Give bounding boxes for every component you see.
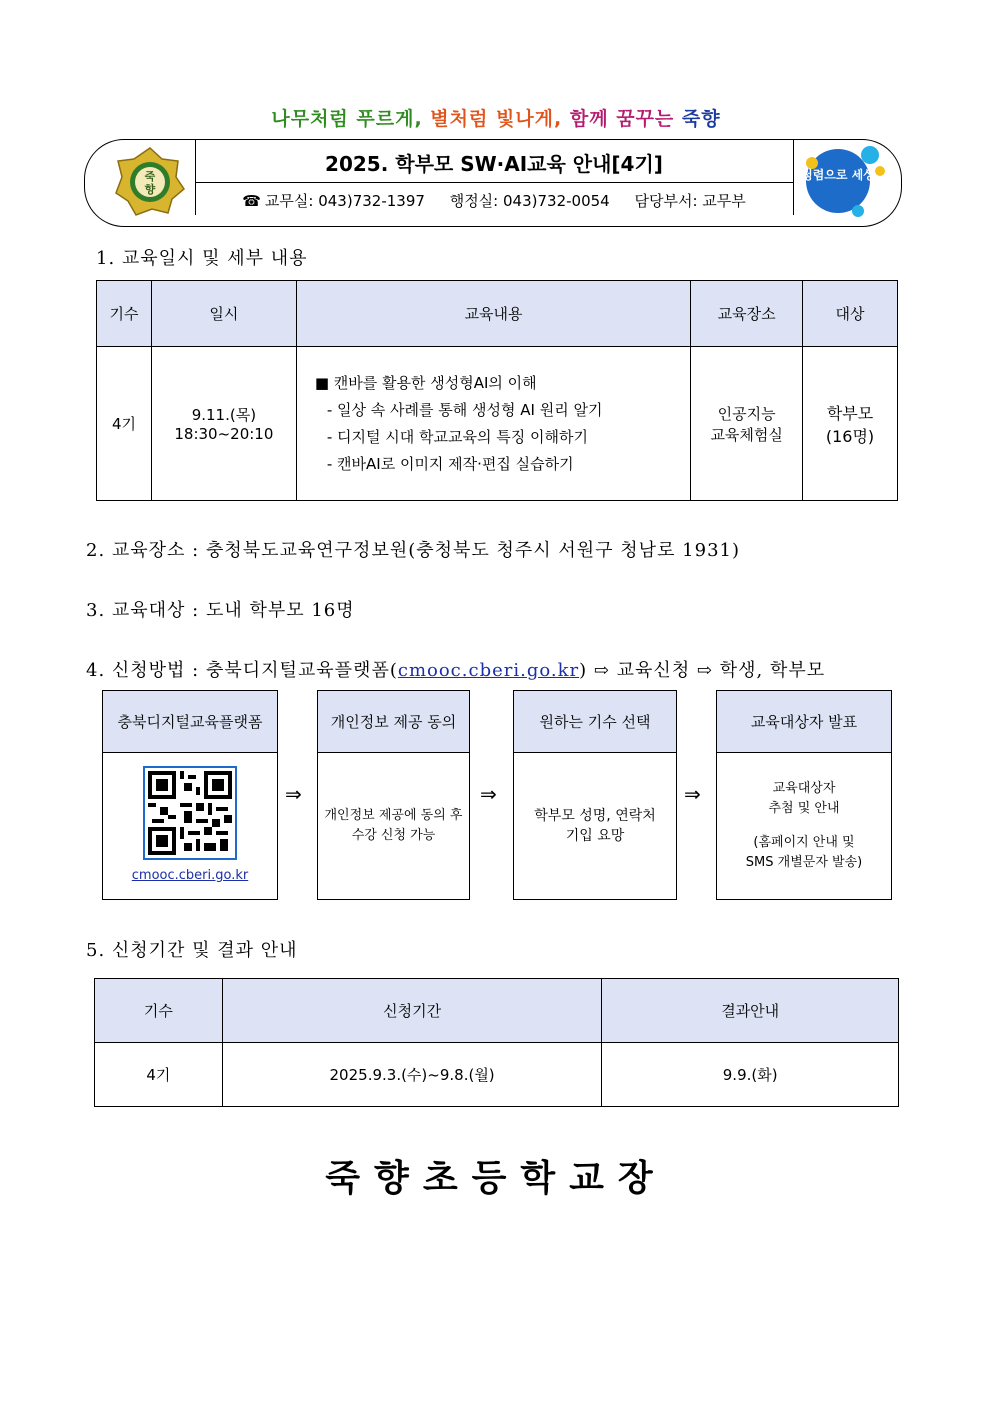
col-header-target: 대상 (803, 281, 898, 347)
cell-period: 2025.9.3.(수)~9.8.(월) (222, 1043, 602, 1107)
flow-step-announce (716, 690, 892, 900)
col-header-term: 기수 (95, 979, 223, 1043)
col-header-place: 교육장소 (691, 281, 803, 347)
flow-step-line: 기입 요망 (565, 828, 625, 844)
content-item: - 캔바AI로 이미지 제작·편집 실습하기 (326, 454, 574, 473)
qr-link[interactable]: cmooc.cberi.go.kr (131, 868, 249, 883)
content-title: ■ 캔바를 활용한 생성형AI의 이해 (314, 373, 537, 392)
section-4-prefix: 4. 신청방법 : 충북디지털교육플랫폼( (86, 660, 398, 681)
table-row (97, 347, 898, 501)
flow-step-body (103, 753, 277, 899)
col-header-period: 신청기간 (222, 979, 602, 1043)
slogan-part-3: 함께 꿈꾸는 (569, 108, 675, 130)
slogan-part-1: 나무처럼 푸르게, (271, 108, 423, 130)
platform-link[interactable]: cmooc.cberi.go.kr (397, 660, 580, 681)
integrity-logo (798, 141, 888, 221)
emblem-text-1: 죽 (144, 170, 156, 183)
col-header-term: 기수 (97, 281, 152, 347)
flow-step-select (513, 690, 677, 900)
section-2-heading: 2. 교육장소 : 충청북도교육연구정보원(충청북도 청주시 서원구 청남로 1931) (86, 540, 741, 561)
cell-result: 9.9.(화) (602, 1043, 899, 1107)
department: 담당부서: 교무부 (634, 192, 746, 210)
col-header-content: 교육내용 (296, 281, 690, 347)
flow-step-consent (317, 690, 470, 900)
place-line-1: 인공지능 (717, 404, 776, 423)
table-row (95, 1043, 899, 1107)
cell-date: 9.11.(목) (191, 406, 257, 424)
header-inner-divider (196, 182, 793, 183)
col-header-result: 결과안내 (602, 979, 899, 1043)
cell-content (296, 347, 690, 501)
section-5-heading: 5. 신청기간 및 결과 안내 (86, 940, 298, 961)
section-3-heading: 3. 교육대상 : 도내 학부모 16명 (86, 600, 355, 621)
flow-step-title: 충북디지털교육플랫폼 (103, 691, 277, 753)
qr-code-icon[interactable] (143, 766, 237, 860)
contact-info (196, 190, 792, 211)
slogan-part-4: 죽향 (681, 108, 721, 130)
cell-place (691, 347, 803, 501)
target-line-2: (16명) (825, 426, 875, 446)
office-phone: 교무실: 043)732-1397 (264, 192, 425, 210)
section-4-suffix: ) ⇨ 교육신청 ⇨ 학생, 학부모 (579, 660, 826, 681)
page-title: 2025. 학부모 SW·AI교육 안내[4기] (325, 152, 663, 176)
section-4-heading (86, 656, 825, 682)
cell-term: 4기 (95, 1043, 223, 1107)
integrity-logo-text: 청렴으로 세상 (801, 168, 875, 182)
application-table (94, 978, 899, 1107)
flow-step-line: 개인정보 제공에 동의 후 (324, 808, 463, 823)
signature: 죽향초등학교장 (325, 1157, 667, 1199)
table-header-row (97, 281, 898, 347)
slogan (0, 104, 992, 131)
flow-step-line: 교육대상자 (772, 781, 836, 796)
flow-step-title: 원하는 기수 선택 (514, 691, 676, 753)
flow-step-title: 개인정보 제공 동의 (318, 691, 469, 753)
emblem-text-2: 향 (144, 183, 156, 196)
place-line-2: 교육체험실 (710, 425, 783, 444)
content-item: - 디지털 시대 학교교육의 특징 이해하기 (326, 427, 588, 446)
header-divider-right (793, 139, 794, 215)
phone-icon: ☎ (242, 192, 261, 210)
flow-step-body (514, 753, 676, 899)
school-emblem-logo (114, 145, 186, 217)
slogan-part-2: 별처럼 빛나게, (430, 108, 563, 130)
flow-step-body (318, 753, 469, 899)
section-1-heading: 1. 교육일시 및 세부 내용 (96, 248, 308, 269)
cell-target (803, 347, 898, 501)
flow-step-platform (102, 690, 278, 900)
flow-arrow-1: ⇒ (285, 782, 302, 806)
flow-step-body (717, 753, 891, 899)
flow-step-line: SMS 개별문자 발송) (745, 855, 863, 870)
content-item: - 일상 속 사례를 통해 생성형 AI 원리 알기 (326, 400, 603, 419)
col-header-date: 일시 (151, 281, 296, 347)
cell-datetime (151, 347, 296, 501)
flow-arrow-2: ⇒ (480, 782, 497, 806)
flow-step-title: 교육대상자 발표 (717, 691, 891, 753)
target-line-1: 학부모 (826, 403, 874, 423)
flow-step-line: 추첨 및 안내 (768, 801, 840, 816)
flow-step-line: 수강 신청 가능 (351, 828, 436, 843)
cell-time: 18:30~20:10 (174, 425, 274, 443)
cell-term: 4기 (97, 347, 152, 501)
table-header-row (95, 979, 899, 1043)
flow-step-line: (홈페이지 안내 및 (753, 835, 855, 850)
schedule-table (96, 280, 898, 501)
admin-phone: 행정실: 043)732-0054 (449, 192, 610, 210)
flow-arrow-3: ⇒ (684, 782, 701, 806)
flow-step-line: 학부모 성명, 연락처 (534, 808, 656, 824)
